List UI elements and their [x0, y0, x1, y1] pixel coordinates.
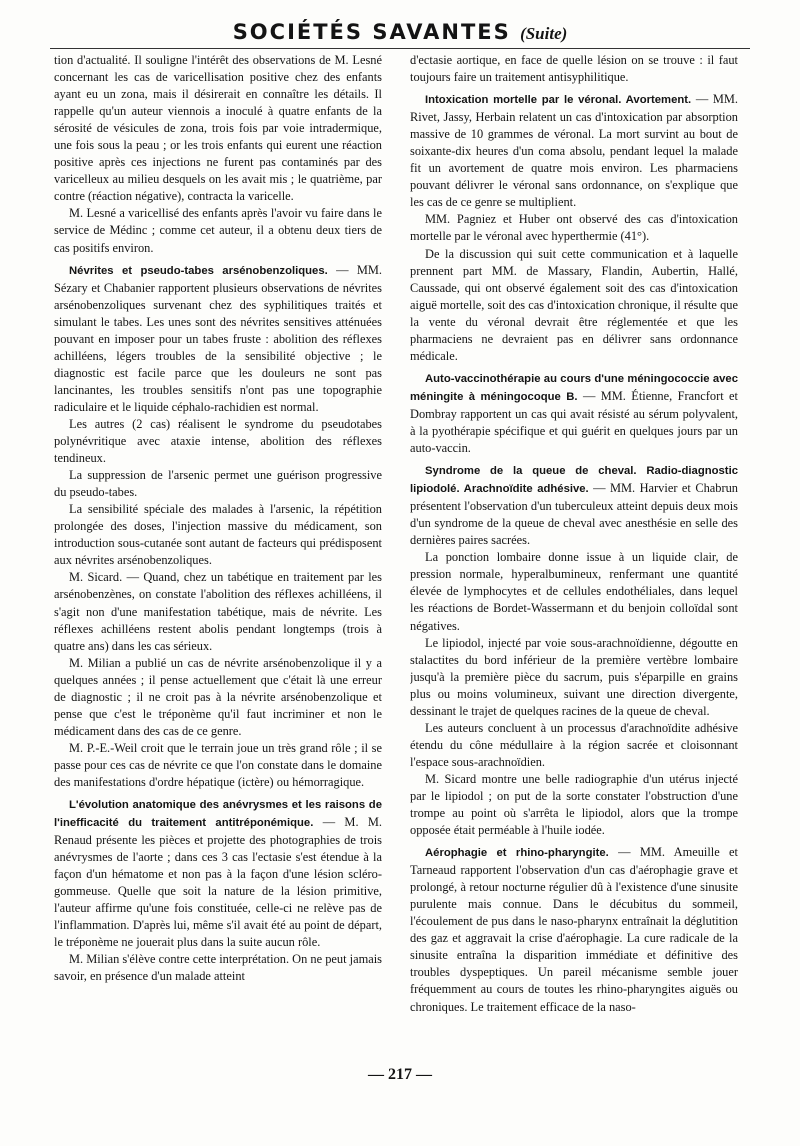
section-heading: Syndrome de la queue de cheval. Radio-diagnostic lipiodolé. Arachnoïdite adhésive. — [410, 465, 738, 496]
paragraph — [410, 771, 738, 839]
paragraph-text: M. Milian s'élève contre cette interprétation. On ne peut jamais savoir, en présence d'un malade atteint — [54, 952, 382, 984]
section-heading: Névrites et pseudo-tabes arsénobenzoliques. — [69, 264, 328, 277]
header-rule — [50, 48, 750, 49]
paragraph-text: Les auteurs concluent à un processus d'arachnoïdite adhésive étendu du cône médullaire à la région sacrée et cloisonnant l'espace sous-arachnoïdien. — [410, 720, 738, 769]
paragraph-text: M. P.-E.-Weil croit que le terrain joue un très grand rôle ; il se passe pour ces cas de névrite ce que l'on constate dans le domaine des manifestations d'ordre hépatique (ictère) ou hémorragique. — [54, 740, 382, 789]
paragraph-text: Les autres (2 cas) réalisent le syndrome du pseudotabes polynévritique avec ataxie intense, abolition des réflexes tendineux. — [54, 416, 382, 466]
paragraph-text: M. Milian a publié un cas de névrite arsénobenzolique il y a quelques années ; il pense actuellement que c'était là une erreur de diagnostic ; il ne croit pas à la névrite arsénobenzolique et pense que c'est le tréponème qu'il faut incriminer et non le médicament dans des cas de ce genre. — [54, 655, 382, 738]
paragraph — [410, 52, 738, 86]
paragraph — [54, 655, 382, 740]
paragraph-text: tion d'actualité. Il souligne l'intérêt des observations de M. Lesné concernant les cas de varicellisation positive chez des enfants ayant eu un zona, mais il désirerait en connaître les détails. Il rappelle qu'un auteur viennois a inoculé à quatre enfants de la sérosité de vésicules de zona, trois fois par voie intradermique, une fois sous la peau ; or les trois enfants qui eurent une réaction positive après ces injections ne furent pas contaminés par des varicelleux au milieu desquels on les avait mis ; le quatrième, par contre (réaction négative), contracta la varicelle. — [54, 53, 382, 204]
paragraph-text: MM. Pagniez et Huber ont observé des cas d'intoxication mortelle par le véronal avec hyperthermie (41°). — [410, 212, 738, 244]
paragraph-text: M. Sicard. — Quand, chez un tabétique en traitement par les arsénobenzènes, on constate l'abolition des réflexes achilléens, il s'agit non d'une manifestation tabétique, mais de névrite. Les réflexes achilléens restent abolis pendant longtemps (trois à quatre ans) dans les cas sérieux. — [54, 570, 382, 653]
paragraph — [410, 91, 738, 211]
paragraph-text: — M. M. Renaud présente les pièces et projette des photographies de trois anévrysmes de l'aorte ; dans ces 3 cas l'ectasie s'est étendue à la façon d'un hématome et non pas à la façon d'une lésion scléro-gommeuse. Quelle que soit la nature de la lésion primitive, l'auteur affirme qu'une fois constituée, celle-ci ne relève pas de l'inflammation. D'après lui, même s'il avait été au point de départ, le tréponème ne jouerait plus dans la suite aucun rôle. — [54, 815, 382, 950]
paragraph-text: La suppression de l'arsenic permet une guérison progressive du pseudo-tabes. — [54, 468, 382, 500]
paragraph-text: De la discussion qui suit cette communication et à laquelle prennent part MM. de Massary, Flandin, Aubertin, Hallé, Caussade, qui ont observé également soit des cas d'intoxication aiguë mortelle, soit des cas d'intoxication chronique, il résulte que la vente du véronal devrait être réglementée et que les pharmaciens ne devraient pas en délivrer sans ordonnance médicale. — [410, 246, 738, 363]
paragraph — [54, 951, 382, 985]
paragraph-text: d'ectasie aortique, en face de quelle lésion on se trouve : il faut toujours faire un traitement antisyphilitique. — [410, 53, 738, 85]
paragraph — [54, 205, 382, 256]
paragraph — [410, 462, 738, 549]
paragraph — [54, 796, 382, 951]
header-title: SOCIÉTÉS SAVANTES — [232, 20, 511, 44]
paragraph — [410, 211, 738, 245]
paragraph-text: — MM. Étienne, Francfort et Dombray rapportent un cas qui avait résisté au sérum polyvalent, à la pyothérapie spécifique et qui guérit en quelques jours par un auto-vaccin. — [410, 388, 738, 456]
paragraph-text: M. Lesné a varicellisé des enfants après l'avoir vu faire dans le service de Médinc ; comme cet auteur, il a obtenu deux tiers de cas positifs environ. — [54, 206, 382, 255]
paragraph-text: M. Sicard montre une belle radiographie d'un utérus injecté par le lipiodol ; on put de la sorte constater l'obstruction d'une trompe au point où s'arrêta le lipiodol, alors que la trompe opposée était perméable à l'huile iodée. — [410, 771, 738, 838]
paragraph — [410, 720, 738, 771]
section-heading: Intoxication mortelle par le véronal. Avortement. — [425, 94, 692, 107]
header-suite: (Suite) — [520, 24, 568, 43]
page-header — [0, 20, 800, 44]
paragraph — [410, 844, 738, 1015]
paragraph — [54, 416, 382, 467]
paragraph-text: — MM. Harvier et Chabrun présentent l'observation d'un tuberculeux atteint depuis deux mois d'un syndrome de la queue de cheval avec anesthésie en selle des dernières paires sacrées. — [410, 481, 738, 548]
paragraph — [410, 549, 738, 634]
section-heading: L'évolution anatomique des anévrysmes et les raisons de l'inefficacité du traitement antitréponémique. — [54, 799, 382, 830]
paragraph — [54, 467, 382, 501]
paragraph — [54, 262, 382, 416]
paragraph-text: La ponction lombaire donne issue à un liquide clair, de pression normale, hyperalbumineux, renfermant une quantité élevée de lymphocytes et de cellules endothéliales, dans lequel les réactions de Bordet-Wassermann et du benjoin colloïdal sont négatives. — [410, 550, 738, 633]
left-column — [54, 52, 382, 1057]
paragraph-text: — MM. Ameuille et Tarneaud rapportent l'observation d'un cas d'aérophagie grave et prolongé, à retour nocturne régulier dû à l'existence d'une sinusite purulente mais connue. Dans le décubitus du sommeil, l'écoulement de pus dans le naso-pharynx entraînait la déglutition des gaz et aggravait la crise d'aérophagie. La cure radicale de la sinusite entraîna la disparition immédiate et définitive des troubles dyspeptiques. Un pareil mécanisme semble jouer fréquemment au cours de toutes les rhino-pharyngites aiguës ou chroniques. Le traitement efficace de la naso- — [410, 845, 738, 1014]
paragraph — [54, 740, 382, 791]
paragraph — [54, 569, 382, 654]
section-heading: Aérophagie et rhino-pharyngite. — [425, 847, 609, 860]
page-number: — 217 — — [368, 1066, 432, 1083]
paragraph-text: — MM. Rivet, Jassy, Herbain relatent un cas d'intoxication par absorption massive de 10 grammes de véronal. La mort survint au bout de soixante-dix heures d'un coma absolu, pendant lequel la malade fit un avortement de quatre mois environ. Les pharmaciens pouvant délivrer le véronal sans ordonnance, on s'explique que les cas de ce genre se multiplient. — [410, 92, 738, 210]
paragraph — [410, 246, 738, 365]
section-heading: Auto-vaccinothérapie au cours d'une méningococcie avec méningite à méningocoque B. — [410, 372, 738, 403]
paragraph-text: Le lipiodol, injecté par voie sous-arachnoïdienne, dégoutte en stalactites du bord inférieur de la première vertèbre lombaire jusqu'à la première pièce du sacrum, puis s'éparpille en grains plus ou moins volumineux, suivant une direction divergente, dessinant le trajet de quelques racines de la queue de cheval. — [410, 635, 738, 718]
paragraph — [410, 635, 738, 720]
paragraph — [54, 501, 382, 569]
paragraph — [410, 370, 738, 457]
right-column — [410, 52, 738, 1057]
paragraph-text: — MM. Sézary et Chabanier rapportent plusieurs observations de névrites arsénobenzoliques survenant chez des syphilitiques traités et simulant le tabes. Les unes sont des névrites sensitives atténuées pouvant en imposer pour un tabes fruste : abolition des réflexes achilléens, légers troubles de la sensibilité objective ; le diagnostic est facile parce que les douleurs ne sont pas lancinantes, les troubles sensitifs n'ont pas une topographie radiculaire et le liquide céphalo-rachidien est normal. — [54, 262, 382, 414]
paragraph — [54, 52, 382, 205]
paragraph-text: La sensibilité spéciale des malades à l'arsenic, la répétition prolongée des doses, l'injection massive du médicament, son introduction sous-cutanée sont autant de facteurs qui prédisposent aux névrites arsénobenzoliques. — [54, 502, 382, 568]
